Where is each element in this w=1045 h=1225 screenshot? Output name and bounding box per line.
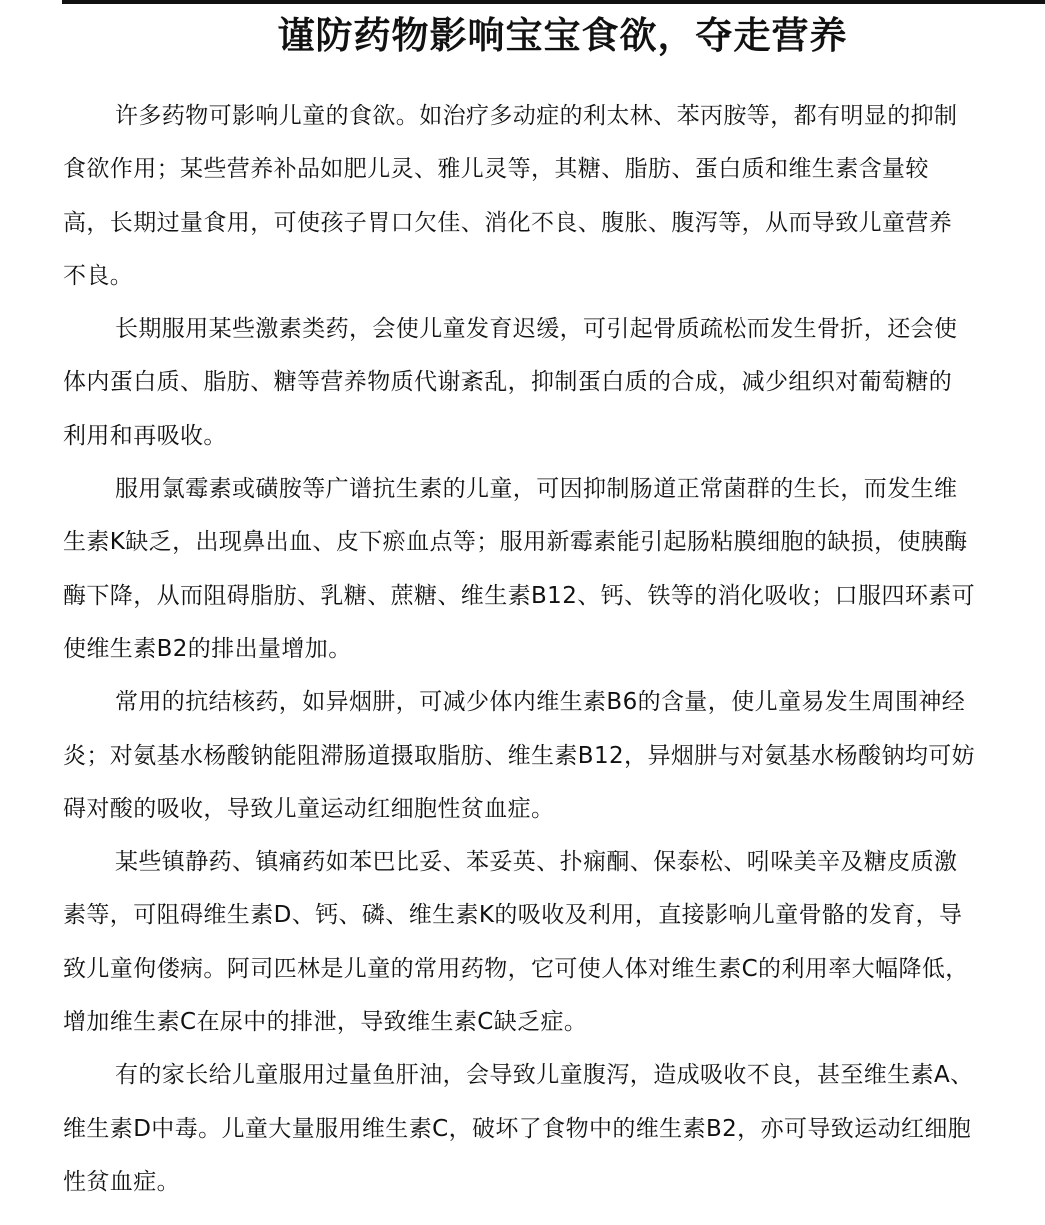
paragraph-line: 体内蛋白质、脂肪、糖等营养物质代谢紊乱，抑制蛋白质的合成，减少组织对葡萄糖的 — [63, 369, 953, 396]
paragraph-line: 性贫血症。 — [63, 1168, 180, 1195]
paragraph-line: 维生素D中毒。儿童大量服用维生素C，破坏了食物中的维生素B2，亦可导致运动红细胞 — [63, 1115, 972, 1142]
paragraph-line: 致儿童佝偻病。阿司匹林是儿童的常用药物，它可使人体对维生素C的利用率大幅降低， — [63, 955, 969, 982]
paragraph-line: 食欲作用；某些营养补品如肥儿灵、雅儿灵等，其糖、脂肪、蛋白质和维生素含量较 — [63, 156, 929, 183]
article-title: 谨防药物影响宝宝食欲，夺走营养 — [277, 14, 848, 57]
paragraph-line: 高，长期过量食用，可使孩子胃口欠佳、消化不良、腹胀、腹泻等，从而导致儿童营养 — [63, 209, 953, 236]
paragraph-line: 炎；对氨基水杨酸钠能阻滞肠道摄取脂肪、维生素B12，异烟肼与对氨基水杨酸钠均可妨 — [63, 742, 976, 769]
paragraph-line: 酶下降，从而阻碍脂肪、乳糖、蔗糖、维生素B12、钙、铁等的消化吸收；口服四环素可 — [63, 582, 976, 609]
paragraph-2 — [63, 303, 1045, 463]
article-body — [63, 90, 1045, 1220]
paragraph-line: 服用氯霉素或磺胺等广谱抗生素的儿童，可因抑制肠道正常菌群的生长，而发生维 — [115, 476, 958, 503]
paragraph-line: 素等，可阻碍维生素D、钙、磷、维生素K的吸收及利用，直接影响儿童骨骼的发育，导 — [63, 902, 963, 929]
paragraph-line: 增加维生素C在尿中的排泄，导致维生素C缺乏症。 — [63, 1009, 588, 1036]
top-divider-line — [62, 0, 1045, 4]
paragraph-line: 常用的抗结核药，如异烟肼，可减少体内维生素B6的含量，使儿童易发生周围神经 — [115, 689, 966, 716]
paragraph-3 — [63, 463, 1045, 676]
paragraph-line: 许多药物可影响儿童的食欲。如治疗多动症的利太林、苯丙胺等，都有明显的抑制 — [115, 103, 958, 129]
paragraph-5 — [63, 836, 1045, 1049]
paragraph-1 — [63, 90, 1045, 303]
paragraph-line: 长期服用某些激素类药，会使儿童发育迟缓，可引起骨质疏松而发生骨折，还会使 — [115, 316, 958, 343]
paragraph-line: 碍对酸的吸收，导致儿童运动红细胞性贫血症。 — [63, 795, 555, 822]
paragraph-line: 有的家长给儿童服用过量鱼肝油，会导致儿童腹泻，造成吸收不良，甚至维生素A、 — [115, 1062, 974, 1089]
paragraph-6 — [63, 1049, 1045, 1209]
paragraph-line: 使维生素B2的排出量增加。 — [63, 635, 352, 662]
paragraph-line: 不良。 — [63, 262, 134, 289]
paragraph-4 — [63, 676, 1045, 836]
paragraph-line: 某些镇静药、镇痛药如苯巴比妥、苯妥英、扑痫酮、保泰松、吲哚美辛及糖皮质激 — [115, 849, 958, 876]
paragraph-line: 利用和再吸收。 — [63, 422, 227, 449]
paragraph-line: 生素K缺乏，出现鼻出血、皮下瘀血点等；服用新霉素能引起肠粘膜细胞的缺损，使胰酶 — [63, 529, 968, 556]
